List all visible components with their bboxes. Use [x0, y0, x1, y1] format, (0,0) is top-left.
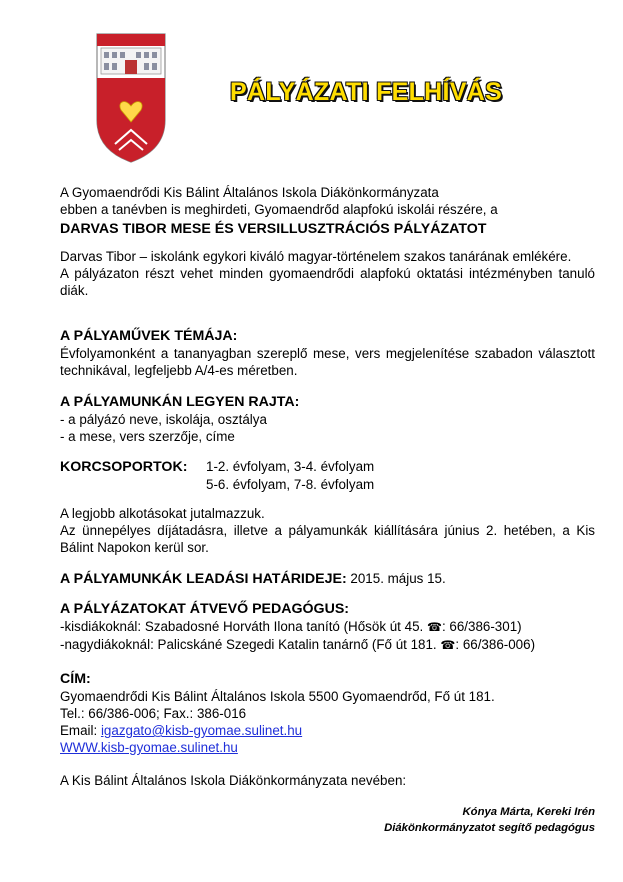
- signature-role: Diákönkormányzatot segítő pedagógus: [384, 822, 595, 834]
- intro-line: ebben a tanévben is meghirdeti, Gyomaendrőd alapfokú iskolái részére, a: [60, 202, 498, 217]
- address-heading: CÍM:: [60, 671, 91, 687]
- eligibility-text: A pályázaton részt vehet minden gyomaendrődi alapfokú oktatási intézményben tanuló diák.: [60, 266, 595, 298]
- address-line: Gyomaendrődi Kis Bálint Általános Iskola 5500 Gyomaendrőd, Fő út 181.: [60, 689, 495, 704]
- page-title: PÁLYÁZATI FELHÍVÁS: [230, 78, 503, 106]
- memorial-text: Darvas Tibor – iskolánk egykori kiváló magyar-történelem szakos tanárának emlékére.: [60, 249, 572, 264]
- address-section: [60, 670, 595, 756]
- awards-section: [60, 505, 595, 556]
- age-groups-line: 5-6. évfolyam, 7-8. évfolyam: [206, 477, 375, 492]
- school-crest-logo: [95, 32, 167, 164]
- intro-line: A Gyomaendrődi Kis Bálint Általános Iskola Diákönkormányzata: [60, 185, 439, 200]
- teachers-section: [60, 600, 595, 654]
- email-label: Email:: [60, 723, 98, 738]
- signature-names: Kónya Márta, Kereki Irén: [462, 806, 595, 818]
- teacher-lower-text: -kisdiákoknál: Szabadosné Horváth Ilona tanító (Hősök út 45.: [60, 619, 424, 634]
- requirements-heading: A PÁLYAMUNKÁN LEGYEN RAJTA:: [60, 394, 300, 410]
- deadline-section: [60, 570, 595, 588]
- teacher-upper-phone: 66/386-006): [462, 637, 536, 652]
- email-link[interactable]: igazgato@kisb-gyomae.sulinet.hu: [100, 723, 303, 738]
- deadline-label: A PÁLYAMUNKÁK LEADÁSI HATÁRIDEJE:: [60, 571, 347, 587]
- age-groups-section: [60, 458, 595, 493]
- phone-icon: ☎: [426, 620, 442, 634]
- theme-section: [60, 327, 595, 379]
- theme-heading: A PÁLYAMŰVEK TÉMÁJA:: [60, 328, 238, 344]
- awards-line: Az ünnepélyes díjátadásra, illetve a pályamunkák kiállítására június 2. hetében, a Kis Bálint Napokon kerül sor.: [60, 523, 595, 555]
- age-groups-label: KORCSOPORTOK:: [60, 459, 188, 475]
- requirement-item: - a pályázó neve, iskolája, osztálya: [60, 412, 267, 427]
- requirements-section: [60, 393, 595, 445]
- deadline-value: 2015. május 15.: [350, 571, 446, 586]
- competition-name: DARVAS TIBOR MESE ÉS VERSILLUSZTRÁCIÓS PÁLYÁZATOT: [60, 221, 487, 237]
- awards-line: A legjobb alkotásokat jutalmazzuk.: [60, 506, 265, 521]
- teacher-upper: -nagydiákoknál: Palicskáné Szegedi Katalin tanárnő (Fő út 181. ☎: 66/386-006): [60, 637, 536, 652]
- website-link[interactable]: WWW.kisb-gyomae.sulinet.hu: [60, 740, 238, 755]
- phone-icon: ☎: [440, 638, 456, 652]
- teachers-heading: A PÁLYÁZATOKAT ÁTVEVŐ PEDAGÓGUS:: [60, 601, 350, 617]
- closing-text: A Kis Bálint Általános Iskola Diákönkormányzata nevében:: [60, 773, 407, 788]
- address-tel: Tel.: 66/386-006; Fax.: 386-016: [60, 706, 247, 721]
- description: [60, 248, 595, 299]
- requirement-item: - a mese, vers szerzője, címe: [60, 429, 235, 444]
- intro: [60, 184, 595, 218]
- teacher-upper-text: -nagydiákoknál: Palicskáné Szegedi Katalin tanárnő (Fő út 181.: [60, 637, 437, 652]
- theme-text: Évfolyamonként a tananyagban szereplő mese, vers megjelenítése szabadon választott technikával, legfeljebb A/4-es méretben.: [60, 346, 595, 378]
- teacher-lower: -kisdiákoknál: Szabadosné Horváth Ilona tanító (Hősök út 45. ☎: 66/386-301): [60, 619, 522, 634]
- age-groups-line: 1-2. évfolyam, 3-4. évfolyam: [206, 459, 375, 474]
- teacher-lower-phone: 66/386-301): [449, 619, 522, 634]
